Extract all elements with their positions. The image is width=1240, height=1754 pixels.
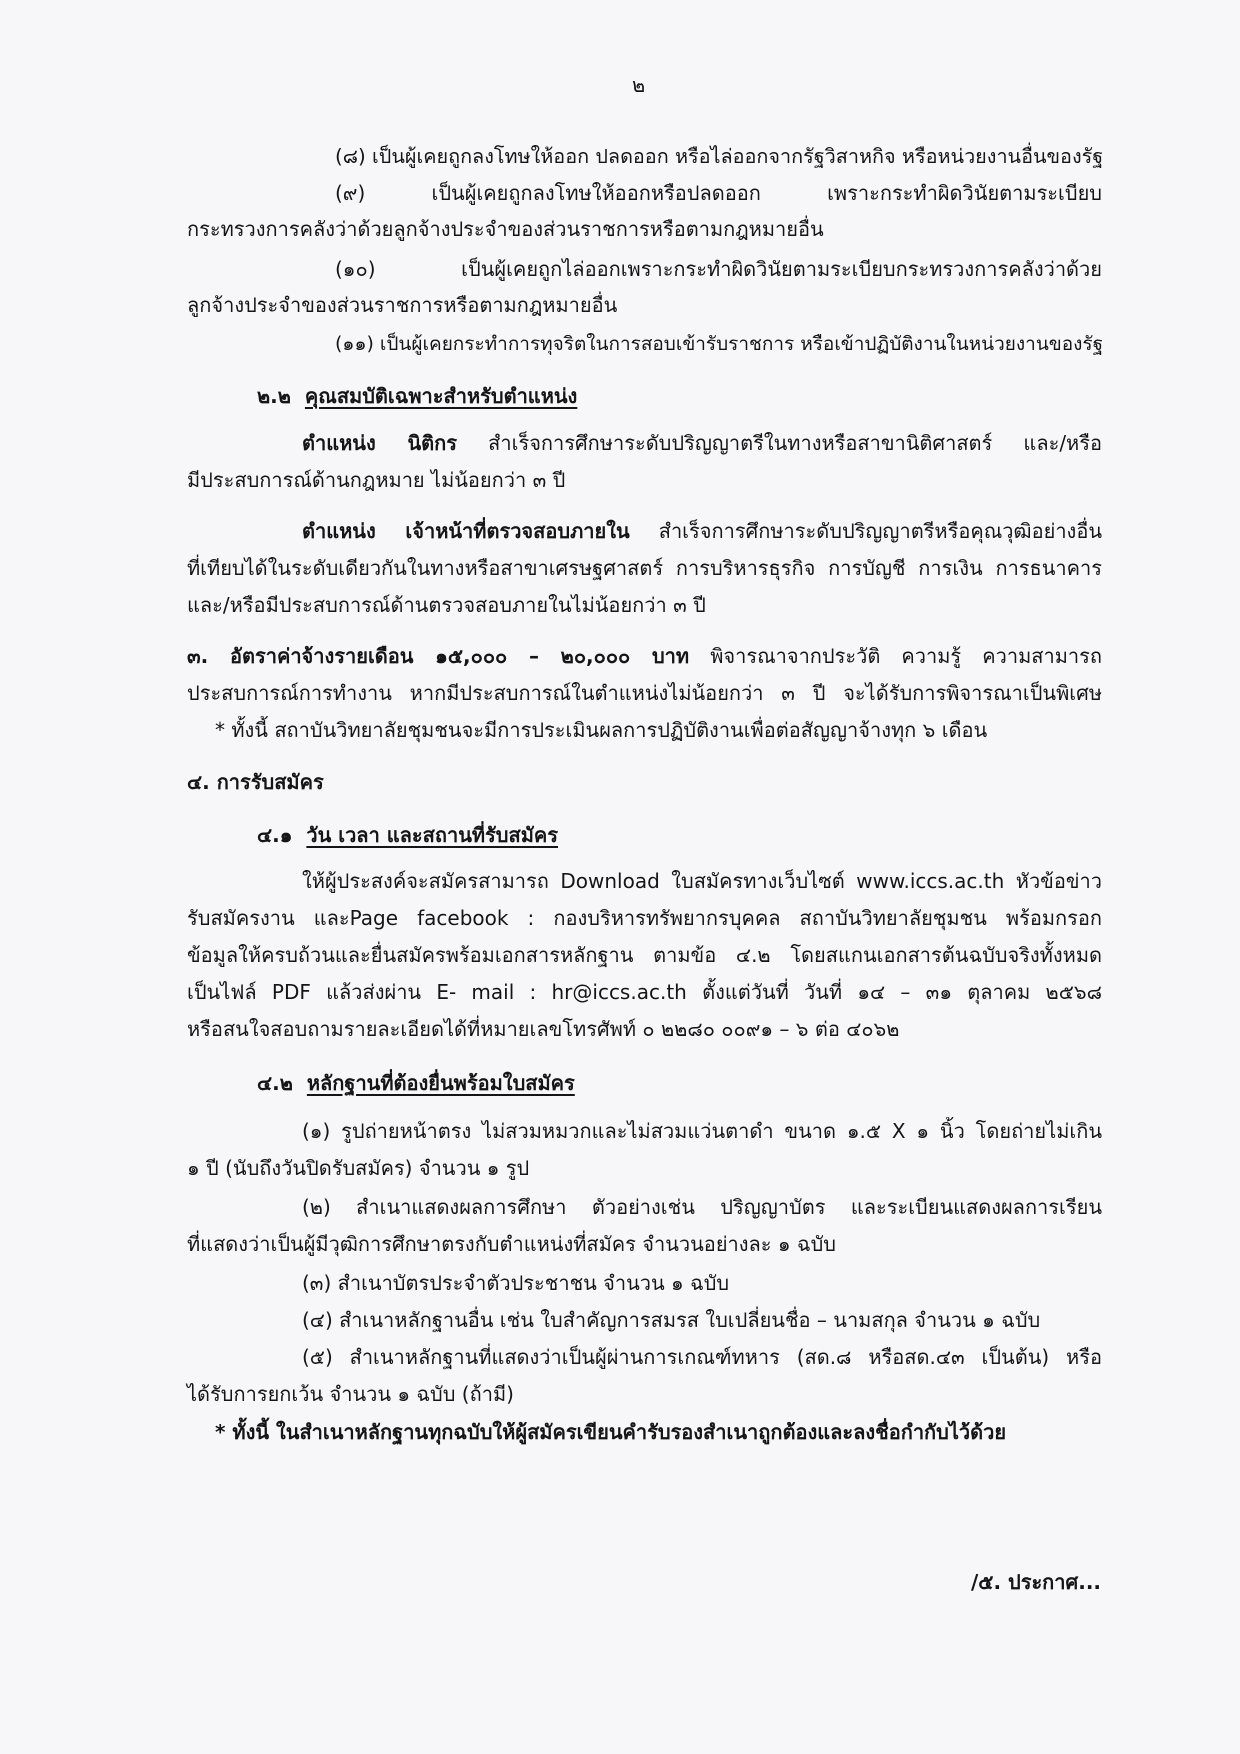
- section-number: ๔.๒: [257, 1071, 293, 1095]
- disqualification-10-line2: ลูกจ้างประจำของส่วนราชการหรือตามกฎหมายอื่น: [187, 293, 618, 317]
- section-3-note: * ทั้งนี้ สถาบันวิทยาลัยชุมชนจะมีการประเมินผลการปฏิบัติงานเพื่อต่อสัญญาจ้างทุก ๖ เดือน: [215, 718, 988, 742]
- section-number: ๒.๒: [257, 384, 291, 408]
- document-5-line1: (๕) สำเนาหลักฐานที่แสดงว่าเป็นผู้ผ่านการเกณฑ์ทหาร (สด.๘ หรือสด.๔๓ เป็นต้น) หรือ: [302, 1345, 1102, 1369]
- section-4-1-line3: ข้อมูลให้ครบถ้วนและยื่นสมัครพร้อมเอกสารหลักฐาน ตามข้อ ๔.๒ โดยสแกนเอกสารต้นฉบับจริงทั้งหมด: [187, 943, 1102, 967]
- position-internal-auditor-line3: และ/หรือมีประสบการณ์ด้านตรวจสอบภายในไม่น้อยกว่า ๓ ปี: [187, 593, 706, 617]
- document-5-line2: ได้รับการยกเว้น จำนวน ๑ ฉบับ (ถ้ามี): [187, 1382, 514, 1406]
- disqualification-9-line1: (๙) เป็นผู้เคยถูกลงโทษให้ออกหรือปลดออก เพราะกระทำผิดวินัยตามระเบียบ: [335, 181, 1102, 205]
- section-4-heading: ๔. การรับสมัคร: [187, 770, 324, 794]
- continuation-marker: /๕. ประกาศ...: [971, 1570, 1102, 1594]
- salary-label: ๓. อัตราค่าจ้างรายเดือน ๑๕,๐๐๐ – ๒๐,๐๐๐ บาท: [187, 644, 690, 668]
- section-4-1-line4: เป็นไฟล์ PDF แล้วส่งผ่าน E- mail : hr@iccs.ac.th ตั้งแต่วันที่ วันที่ ๑๔ – ๓๑ ตุลาคม ๒๕๖๘: [187, 980, 1102, 1004]
- document-1-line1: (๑) รูปถ่ายหน้าตรง ไม่สวมหมวกและไม่สวมแว่นตาดำ ขนาด ๑.๕ X ๑ นิ้ว โดยถ่ายไม่เกิน: [302, 1119, 1102, 1143]
- section-4-1-line5: หรือสนใจสอบถามรายละเอียดได้ที่หมายเลขโทรศัพท์ ๐ ๒๒๘๐ ๐๐๙๑ – ๖ ต่อ ๔๐๖๒: [187, 1017, 900, 1041]
- document-2-line1: (๒) สำเนาแสดงผลการศึกษา ตัวอย่างเช่น ปริญญาบัตร และระเบียนแสดงผลการเรียน: [302, 1195, 1102, 1219]
- section-3-line2: ประสบการณ์การทำงาน หากมีประสบการณ์ในตำแหน่งไม่น้อยกว่า ๓ ปี จะได้รับการพิจารณาเป็นพิเศษ: [187, 681, 1102, 705]
- document-1-line2: ๑ ปี (นับถึงวันปิดรับสมัคร) จำนวน ๑ รูป: [187, 1156, 530, 1180]
- section-3-line1: [187, 641, 1102, 671]
- section-title: คุณสมบัติเฉพาะสำหรับตำแหน่ง: [304, 384, 578, 408]
- position-internal-auditor-line2: ที่เทียบได้ในระดับเดียวกันในทางหรือสาขาเศรษฐศาสตร์ การบริหารธุรกิจ การบัญชี การเงิน การธนาคาร: [187, 556, 1102, 580]
- section-4-1-heading: [257, 820, 558, 850]
- disqualification-9-line2: กระทรวงการคลังว่าด้วยลูกจ้างประจำของส่วนราชการหรือตามกฎหมายอื่น: [187, 217, 824, 241]
- salary-criteria: พิจารณาจากประวัติ ความรู้ ความสามารถ: [710, 644, 1102, 668]
- section-2-2-heading: [257, 381, 577, 411]
- section-number: ๔.๑: [257, 823, 293, 847]
- position-legal-officer-line2: มีประสบการณ์ด้านกฎหมาย ไม่น้อยกว่า ๓ ปี: [187, 468, 566, 492]
- section-4-2-heading: [257, 1068, 575, 1098]
- position-label: ตำแหน่ง นิติกร: [302, 431, 458, 455]
- position-requirement: สำเร็จการศึกษาระดับปริญญาตรีหรือคุณวุฒิอย่างอื่น: [658, 519, 1102, 543]
- position-internal-auditor-line1: [302, 516, 1102, 546]
- document-2-line2: ที่แสดงว่าเป็นผู้มีวุฒิการศึกษาตรงกับตำแหน่งที่สมัคร จำนวนอย่างละ ๑ ฉบับ: [187, 1232, 836, 1256]
- position-legal-officer-line1: [302, 428, 1102, 458]
- documents-note: * ทั้งนี้ ในสำเนาหลักฐานทุกฉบับให้ผู้สมัครเขียนคำรับรองสำเนาถูกต้องและลงชื่อกำกับไว้ด้วย: [215, 1420, 1007, 1444]
- disqualification-11: (๑๑) เป็นผู้เคยกระทำการทุจริตในการสอบเข้ารับราชการ หรือเข้าปฏิบัติงานในหน่วยงานของรัฐ: [335, 333, 1104, 355]
- disqualification-8: (๘) เป็นผู้เคยถูกลงโทษให้ออก ปลดออก หรือไล่ออกจากรัฐวิสาหกิจ หรือหน่วยงานอื่นของรัฐ: [335, 145, 1104, 168]
- section-title: วัน เวลา และสถานที่รับสมัคร: [306, 823, 558, 847]
- document-4: (๔) สำเนาหลักฐานอื่น เช่น ใบสำคัญการสมรส ใบเปลี่ยนชื่อ – นามสกุล จำนวน ๑ ฉบับ: [302, 1308, 1041, 1332]
- page-number: ๒: [632, 73, 646, 97]
- section-4-1-line2: รับสมัครงาน และPage facebook : กองบริหารทรัพยากรบุคคล สถาบันวิทยาลัยชุมชน พร้อมกรอก: [187, 906, 1102, 930]
- position-requirement: สำเร็จการศึกษาระดับปริญญาตรีในทางหรือสาขานิติศาสตร์ และ/หรือ: [488, 431, 1102, 455]
- document-3: (๓) สำเนาบัตรประจำตัวประชาชน จำนวน ๑ ฉบับ: [302, 1271, 730, 1295]
- disqualification-10-line1: (๑๐) เป็นผู้เคยถูกไล่ออกเพราะกระทำผิดวินัยตามระเบียบกระทรวงการคลังว่าด้วย: [335, 257, 1102, 281]
- section-title: หลักฐานที่ต้องยื่นพร้อมใบสมัคร: [306, 1071, 575, 1095]
- section-4-1-line1: ให้ผู้ประสงค์จะสมัครสามารถ Download ใบสมัครทางเว็บไซต์ www.iccs.ac.th หัวข้อข่าว: [302, 869, 1102, 893]
- position-label: ตำแหน่ง เจ้าหน้าที่ตรวจสอบภายใน: [302, 519, 630, 543]
